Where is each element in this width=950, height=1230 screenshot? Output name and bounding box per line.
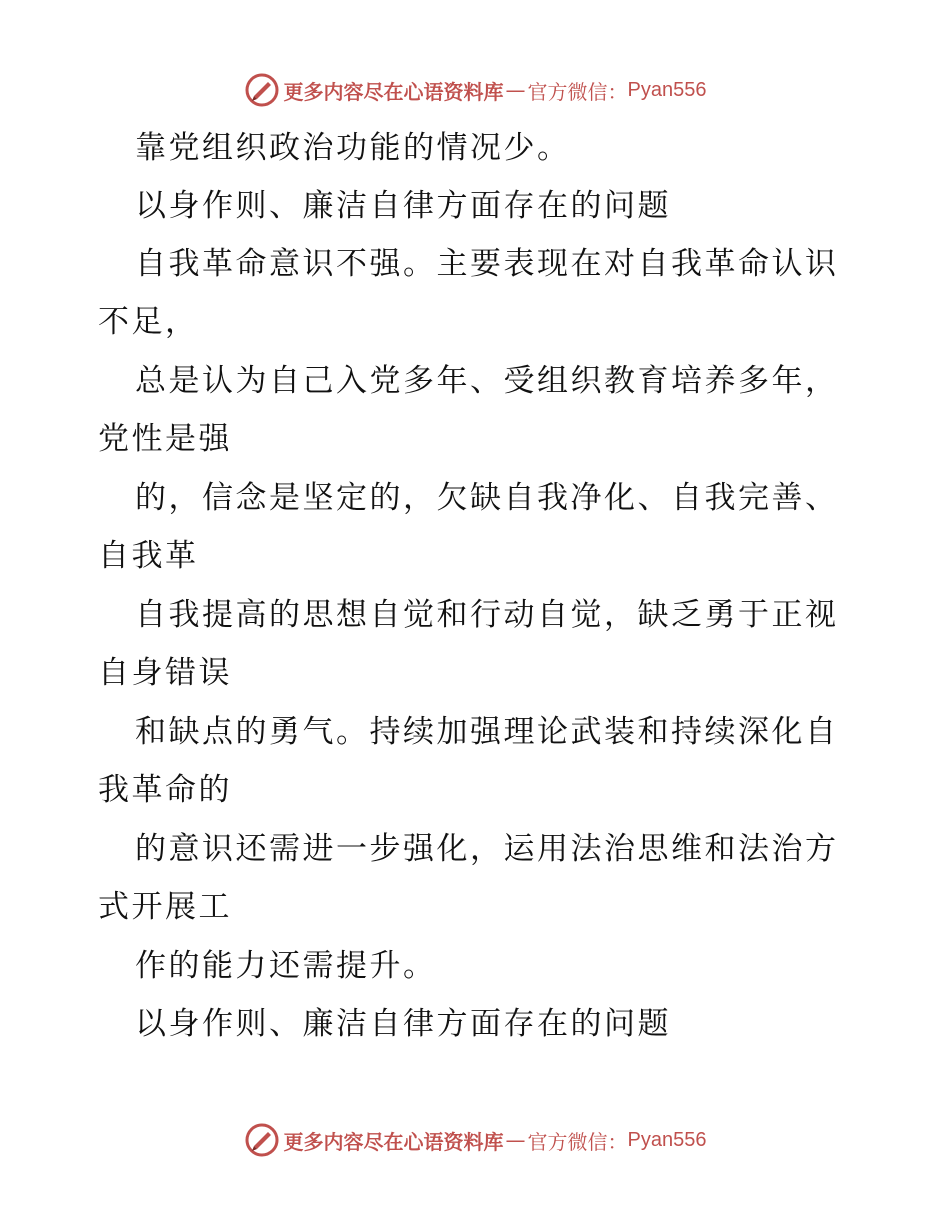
- footer-watermark-banner: [0, 1120, 950, 1160]
- pen-logo-icon: [244, 72, 280, 108]
- banner-brand-text: 更多内容尽在心语资料库: [283, 1129, 504, 1154]
- banner-wechat-id: Pyan556: [627, 1128, 707, 1151]
- banner-wechat-label: 官方微信：: [527, 1129, 628, 1154]
- banner-wechat-id: Pyan556: [627, 78, 707, 101]
- text-line: 的意识还需进一步强化，运用法治思维和法治方: [135, 831, 839, 867]
- text-line: 党性是强: [98, 421, 232, 457]
- text-line: 靠党组织政治功能的情况少。: [135, 130, 571, 166]
- banner-dash: —: [505, 78, 526, 102]
- text-line: 和缺点的勇气。持续加强理论武装和持续深化自: [135, 714, 839, 750]
- text-line: 式开展工: [98, 889, 232, 925]
- section-heading: 以身作则、廉洁自律方面存在的问题: [135, 188, 671, 224]
- banner-wechat-label: 官方微信：: [527, 79, 628, 104]
- section-heading: 以身作则、廉洁自律方面存在的问题: [135, 1006, 671, 1042]
- pen-logo-icon: [244, 1122, 280, 1158]
- text-line: 自我提高的思想自觉和行动自觉，缺乏勇于正视: [135, 597, 839, 633]
- text-line: 不足，: [98, 304, 199, 340]
- text-line: 自我革: [98, 538, 199, 574]
- header-watermark-banner: [0, 70, 950, 110]
- text-line: 自我革命意识不强。主要表现在对自我革命认识: [135, 246, 839, 282]
- text-line: 作的能力还需提升。: [135, 948, 437, 984]
- text-line: 的，信念是坚定的，欠缺自我净化、自我完善、: [135, 480, 839, 516]
- banner-dash: —: [505, 1128, 526, 1152]
- banner-brand-text: 更多内容尽在心语资料库: [283, 79, 504, 104]
- text-line: 我革命的: [98, 772, 232, 808]
- text-line: 自身错误: [98, 655, 232, 691]
- text-line: 总是认为自己入党多年、受组织教育培养多年，: [135, 363, 839, 399]
